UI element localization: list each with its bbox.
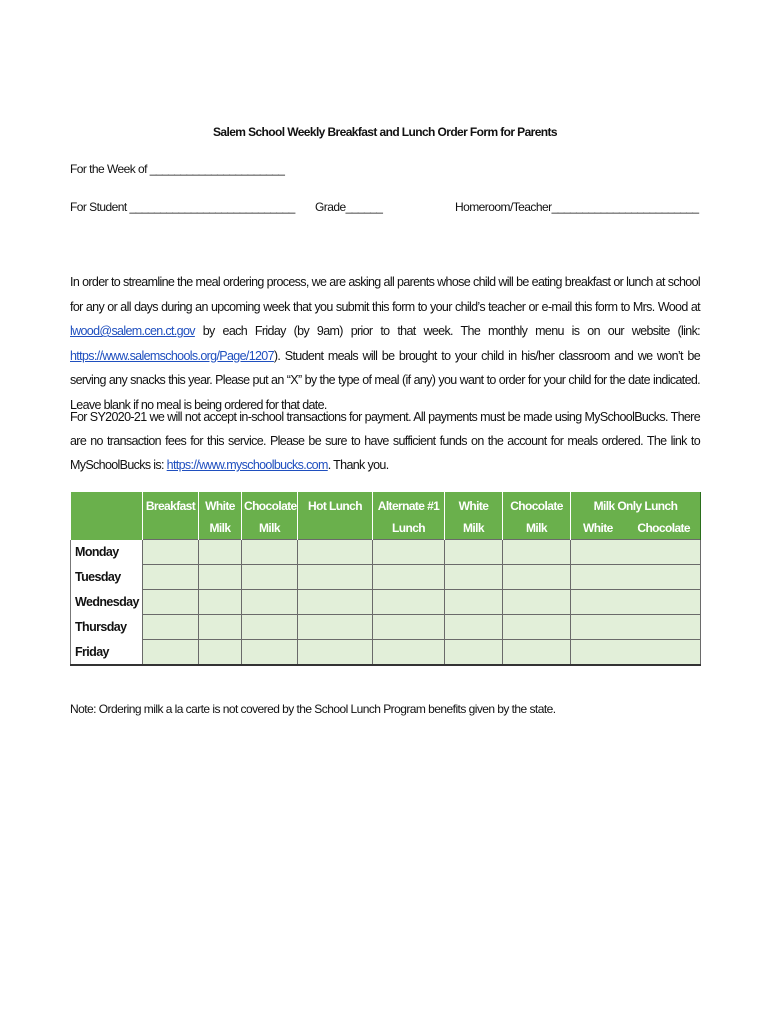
order-cell[interactable] — [242, 540, 298, 565]
order-cell[interactable] — [445, 565, 503, 590]
milk-only-lunch-title: Milk Only Lunch — [593, 499, 678, 513]
week-field[interactable] — [70, 162, 284, 176]
day-label: Monday — [71, 540, 143, 565]
order-cell[interactable] — [571, 590, 701, 615]
order-cell[interactable] — [571, 615, 701, 640]
header-hot-lunch: Hot Lunch — [298, 492, 373, 540]
day-label: Friday — [71, 640, 143, 666]
order-cell[interactable] — [373, 640, 445, 666]
day-label: Wednesday — [71, 590, 143, 615]
order-cell[interactable] — [242, 590, 298, 615]
milk-note: Note: Ordering milk a la carte is not covered by the School Lunch Program benefits given by the state. — [70, 702, 556, 716]
header-corner — [71, 492, 143, 540]
order-cell[interactable] — [242, 565, 298, 590]
student-blank[interactable]: ___________________________ — [129, 200, 295, 214]
order-cell[interactable] — [143, 615, 199, 640]
table-row — [71, 590, 701, 615]
header-chocolate-milk-1: Chocolate Milk — [242, 492, 298, 540]
order-cell[interactable] — [298, 590, 373, 615]
order-cell[interactable] — [242, 640, 298, 666]
milk-only-chocolate-label: Chocolate — [637, 521, 690, 535]
order-cell[interactable] — [242, 615, 298, 640]
order-cell[interactable] — [298, 615, 373, 640]
order-cell[interactable] — [445, 640, 503, 666]
form-title: Salem School Weekly Breakfast and Lunch Order Form for Parents — [212, 125, 558, 139]
payment-text-1: For SY2020-21 we will not accept in-school transactions for payment. All payments must be made using MySchoolBucks. There are no transaction fees for this service. Please be sure to have sufficient funds on the account for meals ordered. The link to MySchoolBucks is: — [70, 410, 700, 472]
order-cell[interactable] — [445, 540, 503, 565]
table-row — [71, 565, 701, 590]
payment-paragraph — [70, 405, 700, 477]
table-header-row — [71, 492, 701, 540]
table-row — [71, 615, 701, 640]
milk-only-white-label: White — [583, 521, 613, 535]
grade-label: Grade — [315, 200, 346, 214]
instructions-text-3: ). Student meals will be brought to your child in his/her classroom and we won’t be serving any snacks this year. Please put an “X” by the type of meal (if any) you want to order for your child for the date indicated. Leave blank if no meal is being ordered for that date. — [70, 348, 700, 412]
homeroom-blank[interactable]: ________________________ — [551, 200, 699, 214]
instructions-paragraph — [70, 270, 700, 417]
order-cell[interactable] — [571, 565, 701, 590]
order-cell[interactable] — [503, 590, 571, 615]
homeroom-label: Homeroom/Teacher — [455, 200, 552, 214]
order-cell[interactable] — [503, 615, 571, 640]
header-alternate-lunch: Alternate #1 Lunch — [373, 492, 445, 540]
student-field[interactable] — [70, 200, 295, 214]
homeroom-field[interactable] — [455, 200, 699, 214]
order-cell[interactable] — [143, 540, 199, 565]
grade-field[interactable] — [315, 200, 382, 214]
header-white-milk-2: White Milk — [445, 492, 503, 540]
order-cell[interactable] — [571, 540, 701, 565]
header-white-milk-1: White Milk — [199, 492, 242, 540]
order-cell[interactable] — [298, 540, 373, 565]
header-milk-only-lunch — [571, 492, 701, 540]
instructions-text-2: by each Friday (by 9am) prior to that week. The monthly menu is on our website (link: — [194, 324, 700, 338]
payment-text-2: . Thank you. — [327, 458, 389, 472]
week-blank[interactable]: ______________________ — [149, 162, 285, 176]
order-cell[interactable] — [143, 640, 199, 666]
instructions-text-1: In order to streamline the meal ordering process, we are asking all parents whose child will be eating breakfast or lunch at school for any or all days during an upcoming week that you submit this form to your child’s teacher or e-mail this form to Mrs. Wood at — [70, 275, 700, 314]
order-cell[interactable] — [143, 565, 199, 590]
order-cell[interactable] — [199, 540, 242, 565]
order-cell[interactable] — [199, 615, 242, 640]
order-cell[interactable] — [571, 640, 701, 666]
order-cell[interactable] — [298, 640, 373, 666]
meal-order-table — [70, 492, 701, 666]
grade-blank[interactable]: ______ — [345, 200, 383, 214]
order-cell[interactable] — [298, 565, 373, 590]
order-cell[interactable] — [445, 590, 503, 615]
day-label: Tuesday — [71, 565, 143, 590]
order-cell[interactable] — [373, 615, 445, 640]
order-cell[interactable] — [373, 540, 445, 565]
email-link[interactable]: lwood@salem.cen.ct.gov — [70, 324, 195, 338]
order-cell[interactable] — [199, 565, 242, 590]
order-cell[interactable] — [503, 540, 571, 565]
myschoolbucks-link[interactable]: https://www.myschoolbucks.com — [166, 458, 328, 472]
student-label: For Student — [70, 200, 127, 214]
order-cell[interactable] — [199, 640, 242, 666]
order-cell[interactable] — [503, 640, 571, 666]
order-cell[interactable] — [373, 590, 445, 615]
table-row — [71, 540, 701, 565]
order-cell[interactable] — [503, 565, 571, 590]
order-cell[interactable] — [143, 590, 199, 615]
week-label: For the Week of — [70, 162, 147, 176]
table-row — [71, 640, 701, 666]
order-cell[interactable] — [199, 590, 242, 615]
order-cell[interactable] — [373, 565, 445, 590]
header-chocolate-milk-2: Chocolate Milk — [503, 492, 571, 540]
day-label: Thursday — [71, 615, 143, 640]
website-link[interactable]: https://www.salemschools.org/Page/1207 — [70, 348, 274, 363]
header-breakfast: Breakfast — [143, 492, 199, 540]
order-cell[interactable] — [445, 615, 503, 640]
